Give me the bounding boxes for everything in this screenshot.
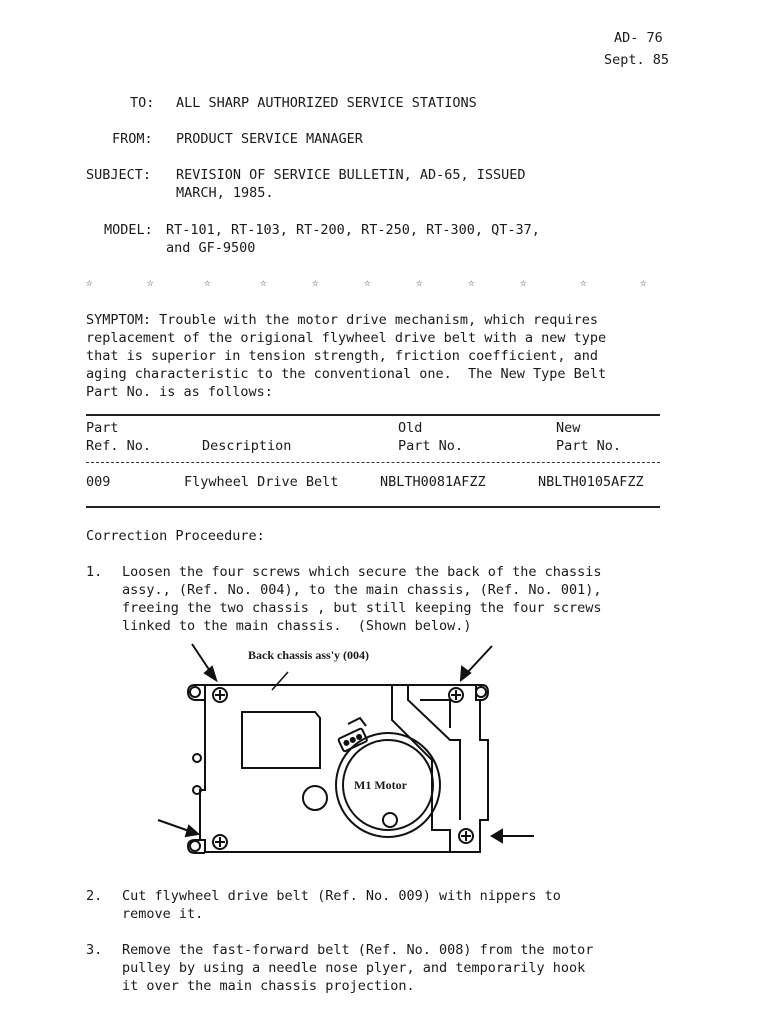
cell-ref: 009	[86, 474, 111, 490]
chassis-drawing	[150, 640, 540, 870]
motor-label: M1 Motor	[354, 778, 407, 792]
arrow-top-right-icon	[466, 646, 492, 674]
star-icon: ☆	[312, 276, 319, 289]
step-line: it over the main chassis projection.	[122, 978, 415, 994]
star-icon: ☆	[260, 276, 267, 289]
symptom-line: Part No. is as follows:	[86, 384, 273, 400]
step-number: 3.	[86, 942, 103, 958]
step-line: remove it.	[122, 906, 204, 922]
bulletin-date: Sept. 85	[604, 52, 670, 68]
model-line-2: and GF-9500	[166, 240, 256, 256]
chassis-label: Back chassis ass'y (004)	[248, 648, 370, 662]
header-old-2: Part No.	[398, 438, 464, 454]
step-line: pulley by using a needle nose plyer, and temporarily hook	[122, 960, 586, 976]
chassis-window	[242, 712, 320, 768]
arrowhead-icon	[205, 667, 216, 680]
screw-icon	[449, 688, 463, 702]
step-line: Cut flywheel drive belt (Ref. No. 009) with nippers to	[122, 888, 561, 904]
header-new-2: Part No.	[556, 438, 622, 454]
step-line: linked to the main chassis. (Shown below.)	[122, 618, 472, 634]
subject-line-2: MARCH, 1985.	[176, 185, 274, 201]
star-icon: ☆	[204, 276, 211, 289]
arrowhead-icon	[186, 826, 198, 836]
cell-old-part: NBLTH0081AFZZ	[380, 474, 486, 490]
header-old-1: Old	[398, 420, 423, 436]
step-line: assy., (Ref. No. 004), to the main chassis, (Ref. No. 001),	[122, 582, 602, 598]
table-top-rule	[86, 414, 660, 416]
star-icon: ☆	[147, 276, 154, 289]
star-icon: ☆	[580, 276, 587, 289]
from-label: FROM:	[112, 131, 153, 147]
star-icon: ☆	[640, 276, 647, 289]
step-line: freeing the two chassis , but still keeping the four screws	[122, 600, 602, 616]
step-line: Loosen the four screws which secure the back of the chassis	[122, 564, 602, 580]
arrowhead-icon	[461, 667, 470, 680]
correction-title: Correction Proceedure:	[86, 528, 265, 544]
cell-new-part: NBLTH0105AFZZ	[538, 474, 644, 490]
to-label: TO:	[130, 95, 155, 111]
star-icon: ☆	[468, 276, 475, 289]
table-bottom-rule	[86, 506, 660, 508]
arrowhead-icon	[492, 830, 502, 842]
bulletin-number: AD- 76	[614, 30, 663, 46]
star-icon: ☆	[416, 276, 423, 289]
subject-line-1: REVISION OF SERVICE BULLETIN, AD-65, ISSUED	[176, 167, 526, 183]
header-ref-2: Ref. No.	[86, 438, 152, 454]
symptom-line: replacement of the origional flywheel drive belt with a new type	[86, 330, 607, 346]
to-value: ALL SHARP AUTHORIZED SERVICE STATIONS	[176, 95, 477, 111]
star-icon: ☆	[364, 276, 371, 289]
model-line-1: RT-101, RT-103, RT-200, RT-250, RT-300, QT-37,	[166, 222, 540, 238]
table-header-rule	[86, 462, 660, 463]
symptom-line: that is superior in tension strength, friction coefficient, and	[86, 348, 599, 364]
star-icon: ☆	[86, 276, 93, 289]
symptom-line: SYMPTOM: Trouble with the motor drive mechanism, which requires	[86, 312, 599, 328]
star-icon: ☆	[520, 276, 527, 289]
from-value: PRODUCT SERVICE MANAGER	[176, 131, 363, 147]
symptom-line: aging characteristic to the conventional one. The New Type Belt	[86, 366, 607, 382]
header-new-1: New	[556, 420, 581, 436]
screw-icon	[213, 688, 227, 702]
screw-icon	[213, 835, 227, 849]
screw-icon	[459, 829, 473, 843]
cell-description: Flywheel Drive Belt	[184, 474, 339, 490]
step-line: Remove the fast-forward belt (Ref. No. 008) from the motor	[122, 942, 594, 958]
header-description: Description	[202, 438, 292, 454]
chassis-diagram	[150, 640, 540, 870]
subject-label: SUBJECT:	[86, 167, 152, 183]
header-ref-1: Part	[86, 420, 119, 436]
step-number: 2.	[86, 888, 103, 904]
model-label: MODEL:	[104, 222, 153, 238]
step-number: 1.	[86, 564, 103, 580]
